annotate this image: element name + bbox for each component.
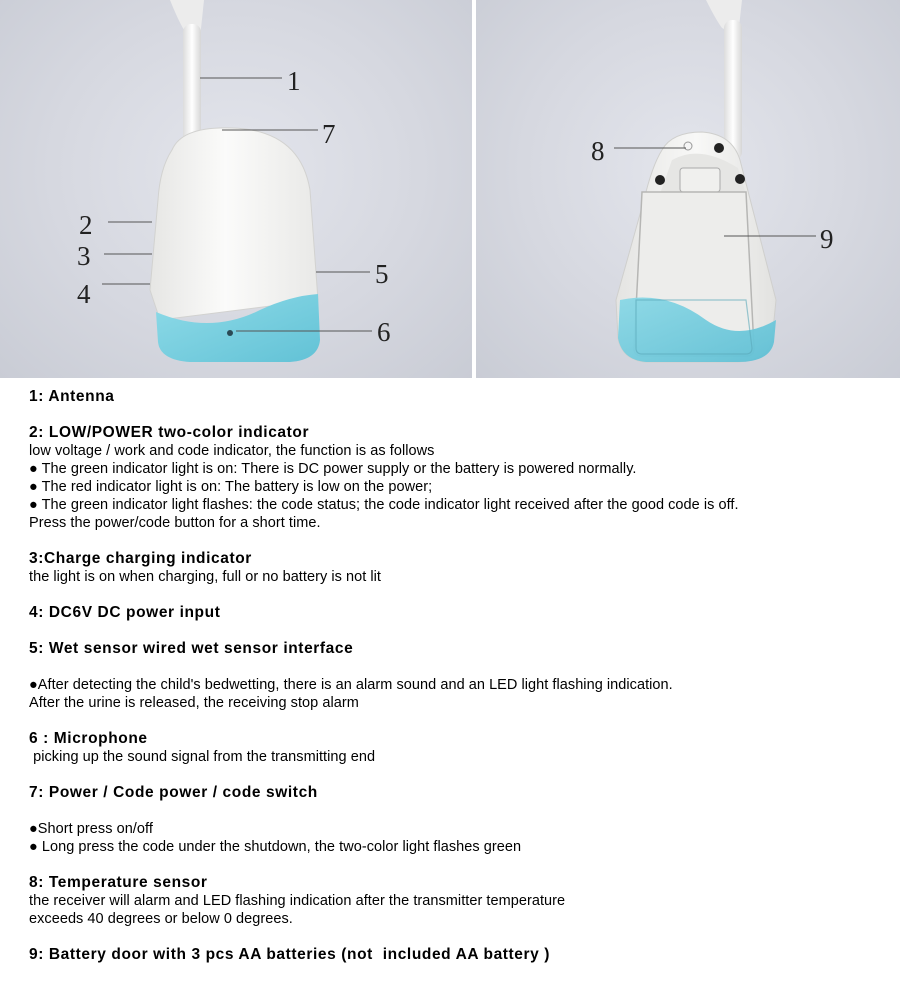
text-line: ● The green indicator light is on: There is DC power supply or the battery is powered normally. (29, 461, 637, 477)
heading-temperature-sensor: 8: Temperature sensor (29, 874, 208, 891)
text-line: After the urine is released, the receiving stop alarm (29, 695, 359, 711)
temperature-sensor-hole (684, 142, 692, 150)
back-device-illustration (476, 0, 900, 378)
callout-3: 3 (77, 241, 91, 271)
text-line: ●Short press on/off (29, 821, 153, 837)
front-view-photo (0, 0, 472, 378)
section-battery-door (29, 946, 889, 964)
heading-power-indicator: 2: LOW/POWER two-color indicator (29, 424, 310, 441)
callout-9: 9 (820, 224, 834, 254)
callout-2: 2 (79, 210, 93, 240)
section-power-indicator (29, 424, 889, 532)
callout-6: 6 (377, 317, 391, 347)
feature-descriptions (29, 388, 889, 964)
callout-4: 4 (77, 279, 91, 309)
section-charging-indicator (29, 550, 889, 586)
section-power-input (29, 604, 889, 622)
heading-battery-door: 9: Battery door with 3 pcs AA batteries (not included AA battery ) (29, 946, 551, 963)
text-line: picking up the sound signal from the transmitting end (29, 749, 376, 765)
text-line: ● Long press the code under the shutdown, the two-color light flashes green (29, 839, 522, 855)
heading-power-switch: 7: Power / Code power / code switch (29, 784, 318, 801)
callout-5: 5 (375, 259, 389, 289)
heading-charging-indicator: 3:Charge charging indicator (29, 550, 252, 567)
heading-microphone: 6 : Microphone (29, 730, 148, 747)
heading-power-input: 4: DC6V DC power input (29, 604, 221, 621)
text-line: the light is on when charging, full or no battery is not lit (29, 569, 381, 585)
microphone-hole (227, 330, 233, 336)
section-temperature-sensor (29, 874, 889, 928)
heading-wet-sensor: 5: Wet sensor wired wet sensor interface (29, 640, 354, 657)
text-line: Press the power/code button for a short time. (29, 515, 321, 531)
heading-antenna: 1: Antenna (29, 388, 115, 405)
callout-7: 7 (322, 119, 336, 149)
front-device-illustration (0, 0, 472, 378)
section-microphone (29, 730, 889, 766)
text-line: ●After detecting the child's bedwetting, there is an alarm sound and an LED light flashing indication. (29, 677, 673, 693)
text-line: exceeds 40 degrees or below 0 degrees. (29, 911, 293, 927)
text-line: the receiver will alarm and LED flashing indication after the transmitter temperature (29, 893, 566, 909)
product-photos (0, 0, 900, 378)
text-line: low voltage / work and code indicator, the function is as follows (29, 443, 435, 459)
antenna-back (724, 20, 742, 160)
back-view-photo (476, 0, 900, 378)
callout-8: 8 (591, 136, 605, 166)
text-line: ● The red indicator light is on: The battery is low on the power; (29, 479, 433, 495)
callout-1: 1 (287, 66, 301, 96)
section-antenna (29, 388, 889, 406)
section-power-switch (29, 784, 889, 856)
text-line: ● The green indicator light flashes: the code status; the code indicator light received after the good code is off. (29, 497, 739, 513)
section-wet-sensor (29, 640, 889, 712)
